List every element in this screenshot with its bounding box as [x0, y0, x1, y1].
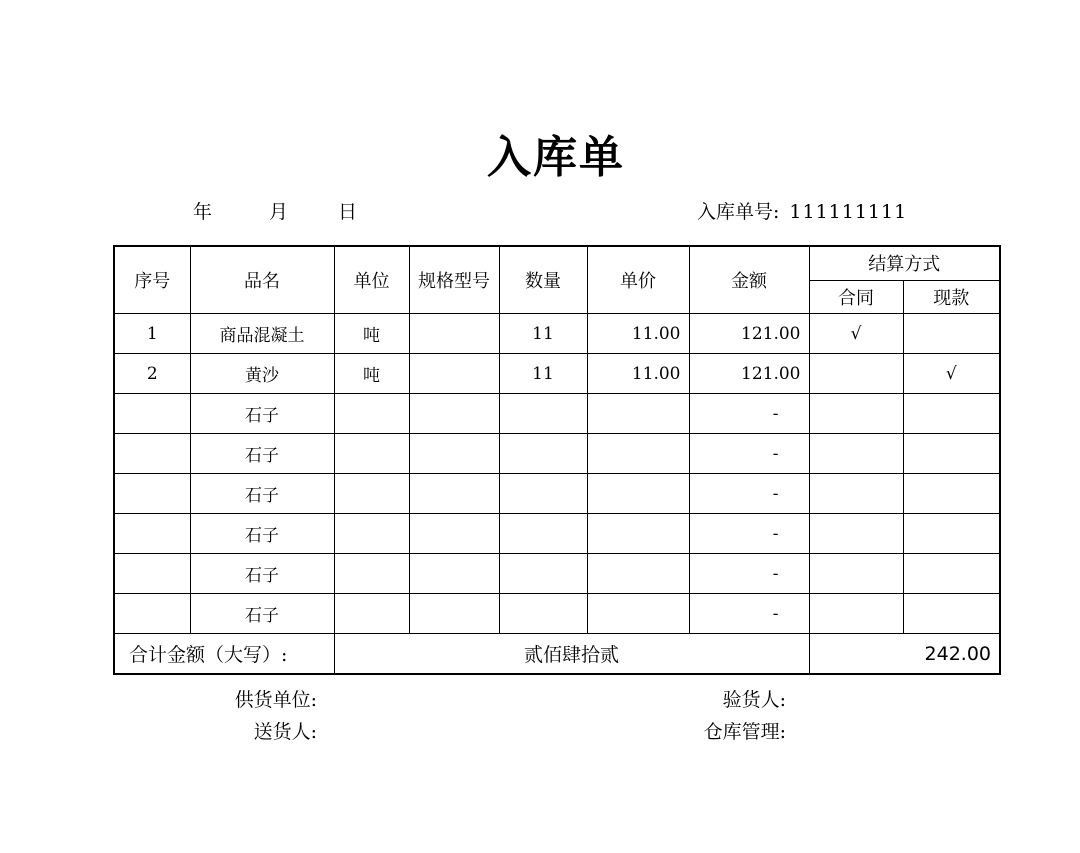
table-row [114, 514, 1000, 554]
table-row [114, 394, 1000, 434]
cell-qty: 11 [499, 354, 587, 394]
cell-price: 11.00 [587, 314, 689, 354]
cell-name: 石子 [190, 394, 334, 434]
cell-name: 石子 [190, 434, 334, 474]
total-row [114, 634, 1000, 675]
cell-price [587, 474, 689, 514]
cell-spec [409, 354, 499, 394]
cell-amount: - [689, 434, 809, 474]
cell-qty [499, 474, 587, 514]
cell-spec [409, 394, 499, 434]
cell-unit: 吨 [334, 354, 409, 394]
cell-seq [114, 594, 190, 634]
cell-name: 商品混凝土 [190, 314, 334, 354]
cell-cash-check [903, 594, 1000, 634]
table-row [114, 354, 1000, 394]
cell-qty [499, 514, 587, 554]
deliverer-label: 送货人: [253, 721, 317, 743]
cell-seq [114, 554, 190, 594]
cell-name: 石子 [190, 594, 334, 634]
cell-cash-check [903, 474, 1000, 514]
warehouse-manager-label: 仓库管理: [703, 721, 786, 743]
cell-price: 11.00 [587, 354, 689, 394]
cell-seq [114, 394, 190, 434]
date-month-label: 月 [269, 201, 289, 223]
total-amount-words: 贰佰肆拾贰 [334, 634, 809, 675]
cell-unit [334, 474, 409, 514]
cell-contract-check [809, 434, 903, 474]
cell-contract-check [809, 594, 903, 634]
cell-name: 石子 [190, 554, 334, 594]
header-price: 单价 [587, 246, 689, 314]
cell-unit [334, 514, 409, 554]
table-row [114, 594, 1000, 634]
cell-cash-check: √ [903, 354, 1000, 394]
table-row [114, 434, 1000, 474]
cell-contract-check [809, 354, 903, 394]
cell-contract-check [809, 394, 903, 434]
cell-unit: 吨 [334, 314, 409, 354]
cell-unit [334, 394, 409, 434]
header-unit: 单位 [334, 246, 409, 314]
cell-cash-check [903, 314, 1000, 354]
cell-spec [409, 514, 499, 554]
cell-qty: 11 [499, 314, 587, 354]
header-amount: 金额 [689, 246, 809, 314]
header-spec: 规格型号 [409, 246, 499, 314]
cell-amount: - [689, 474, 809, 514]
cell-price [587, 554, 689, 594]
cell-amount: - [689, 514, 809, 554]
cell-seq: 1 [114, 314, 190, 354]
cell-amount: - [689, 554, 809, 594]
cell-unit [334, 594, 409, 634]
cell-cash-check [903, 434, 1000, 474]
cell-amount: - [689, 394, 809, 434]
cell-qty [499, 594, 587, 634]
page-title: 入库单 [487, 132, 625, 183]
supplier-label: 供货单位: [234, 689, 317, 711]
table-row [114, 314, 1000, 354]
cell-price [587, 434, 689, 474]
header-cash: 现款 [903, 280, 1000, 314]
cell-amount: 121.00 [689, 354, 809, 394]
inspector-label: 验货人: [722, 689, 786, 711]
header-settlement: 结算方式 [809, 246, 1000, 280]
cell-spec [409, 474, 499, 514]
cell-spec [409, 554, 499, 594]
order-number [697, 200, 907, 224]
cell-cash-check [903, 554, 1000, 594]
cell-contract-check [809, 514, 903, 554]
cell-contract-check [809, 474, 903, 514]
cell-unit [334, 554, 409, 594]
order-number-value: 111111111 [789, 201, 908, 223]
cell-cash-check [903, 514, 1000, 554]
cell-contract-check [809, 554, 903, 594]
cell-name: 石子 [190, 514, 334, 554]
table-row [114, 554, 1000, 594]
cell-spec [409, 434, 499, 474]
cell-seq [114, 474, 190, 514]
cell-seq [114, 514, 190, 554]
cell-price [587, 394, 689, 434]
cell-spec [409, 314, 499, 354]
cell-amount: 121.00 [689, 314, 809, 354]
cell-seq: 2 [114, 354, 190, 394]
header-seq: 序号 [114, 246, 190, 314]
cell-price [587, 594, 689, 634]
cell-qty [499, 434, 587, 474]
cell-name: 黄沙 [190, 354, 334, 394]
cell-name: 石子 [190, 474, 334, 514]
cell-qty [499, 394, 587, 434]
cell-seq [114, 434, 190, 474]
total-amount: 242.00 [809, 634, 1000, 675]
cell-price [587, 514, 689, 554]
cell-amount: - [689, 594, 809, 634]
order-number-label: 入库单号: [697, 201, 780, 223]
total-label: 合计金额（大写）: [114, 634, 334, 675]
cell-qty [499, 554, 587, 594]
cell-spec [409, 594, 499, 634]
stock-in-table [113, 245, 1001, 675]
date-day-label: 日 [338, 201, 358, 223]
date-year-label: 年 [193, 201, 213, 223]
header-qty: 数量 [499, 246, 587, 314]
cell-unit [334, 434, 409, 474]
header-name: 品名 [190, 246, 334, 314]
cell-cash-check [903, 394, 1000, 434]
cell-contract-check: √ [809, 314, 903, 354]
table-row [114, 474, 1000, 514]
header-contract: 合同 [809, 280, 903, 314]
